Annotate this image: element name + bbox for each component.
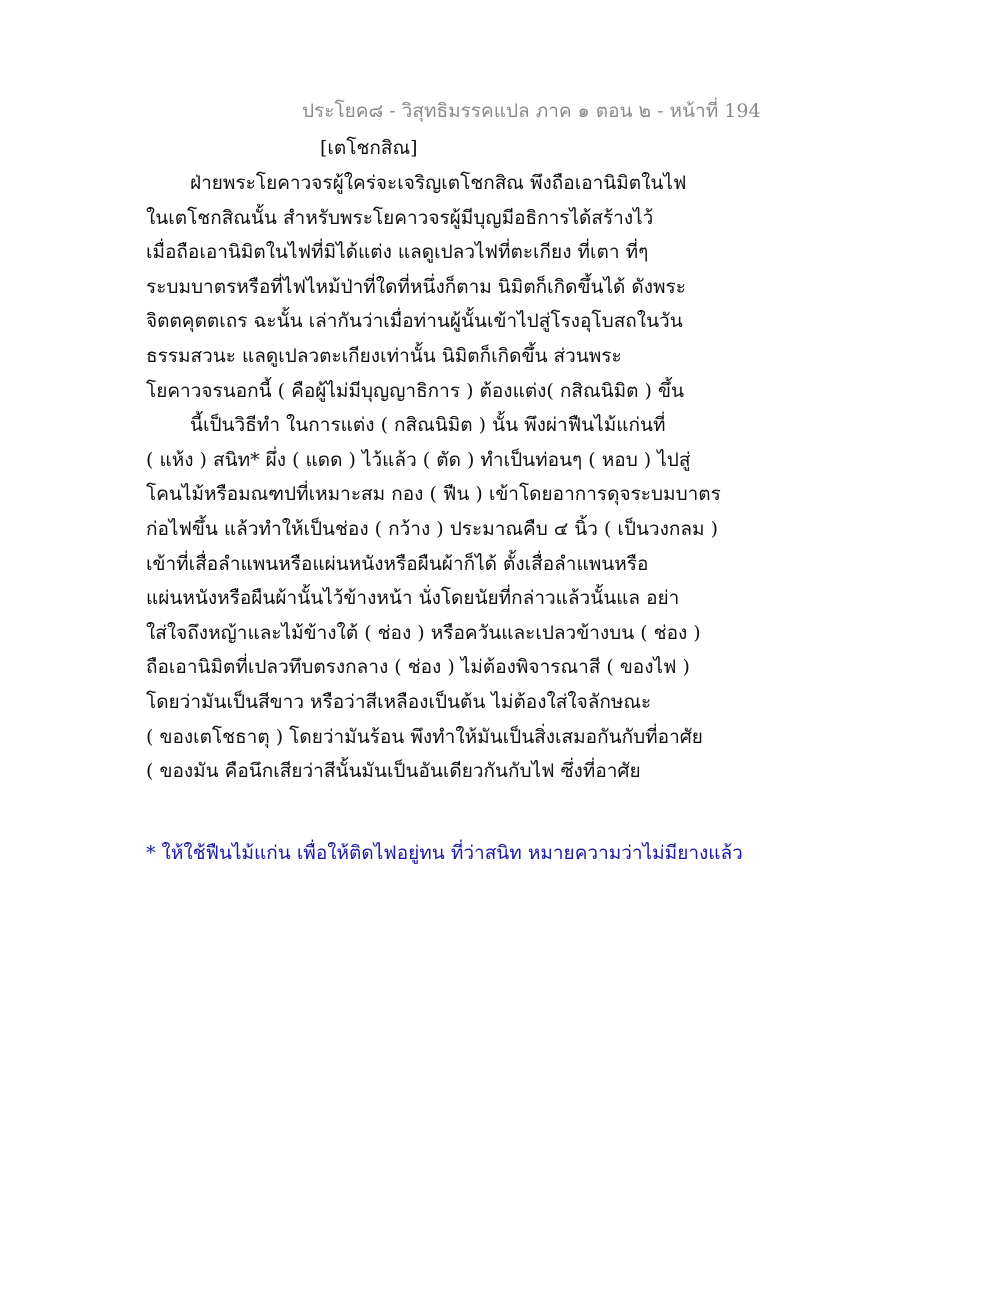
- text-line: ( แห้ง ) สนิท* ผึ่ง ( แดด ) ไว้แล้ว ( ตัด ) ทำเป็นท่อนๆ ( หอบ ) ไปสู่: [146, 448, 691, 471]
- text-line: จิตตคุตตเถร ฉะนั้น เล่ากันว่าเมื่อท่านผู้นั้นเข้าไปสู่โรงอุโบสถในวัน: [146, 310, 683, 333]
- section-title: [เตโชกสิณ]: [320, 137, 418, 159]
- text-line: ( ของมัน คือนึกเสียว่าสีนั้นมันเป็นอันเดียวกันกับไฟ ซึ่งที่อาศัย: [146, 760, 641, 783]
- footnote: * ให้ใช้ฟืนไม้แก่น เพื่อให้ติดไฟอยู่ทน ที่ว่าสนิท หมายความว่าไม่มียางแล้ว: [146, 842, 743, 864]
- page-header-text: ประโยค๘ - วิสุทธิมรรคแปล ภาค ๑ ตอน ๒ - หน้าที่ 194: [302, 100, 761, 122]
- text-line: ( ของเตโชธาตุ ) โดยว่ามันร้อน พึงทำให้มันเป็นสิ่งเสมอกันกับที่อาศัย: [146, 725, 703, 748]
- text-line: ธรรมสวนะ แลดูเปลวตะเกียงเท่านั้น นิมิตก็เกิดขึ้น ส่วนพระ: [146, 344, 622, 367]
- text-line: ถือเอานิมิตที่เปลวทึบตรงกลาง ( ช่อง ) ไม่ต้องพิจารณาสี ( ของไฟ ): [146, 656, 690, 679]
- text-line: โดยว่ามันเป็นสีขาว หรือว่าสีเหลืองเป็นต้น ไม่ต้องใส่ใจลักษณะ: [146, 690, 652, 713]
- text-line: โยคาวจรนอกนี้ ( คือผู้ไม่มีบุญญาธิการ ) ต้องแต่ง( กสิณนิมิต ) ขึ้น: [146, 379, 684, 402]
- text-line: นี้เป็นวิธีทำ ในการแต่ง ( กสิณนิมิต ) นั้น พึงผ่าฟืนไม้แก่นที่: [190, 414, 666, 437]
- text-line: ก่อไฟขึ้น แล้วทำให้เป็นช่อง ( กว้าง ) ประมาณคืบ ๔ นิ้ว ( เป็นวงกลม ): [146, 517, 719, 540]
- text-line: ระบมบาตรหรือที่ไฟไหม้ป่าที่ใดที่หนึ่งก็ตาม นิมิตก็เกิดขึ้นได้ ดังพระ: [146, 275, 686, 298]
- body-text: [146, 166, 721, 789]
- text-line: ใส่ใจถึงหญ้าและไม้ข้างใต้ ( ช่อง ) หรือควันและเปลวข้างบน ( ช่อง ): [146, 621, 701, 644]
- text-line: เข้าที่เสื่อลำแพนหรือแผ่นหนังหรือผืนผ้าก็ได้ ตั้งเสื่อลำแพนหรือ: [146, 552, 649, 575]
- text-line: ในเตโชกสิณนั้น สำหรับพระโยคาวจรผู้มีบุญมีอธิการได้สร้างไว้: [146, 206, 654, 229]
- text-line: โคนไม้หรือมณฑปที่เหมาะสม กอง ( ฟืน ) เข้าโดยอาการดุจระบมบาตร: [146, 483, 721, 506]
- text-line: แผ่นหนังหรือผืนผ้านั้นไว้ข้างหน้า นั่งโดยนัยที่กล่าวแล้วนั้นแล อย่า: [146, 587, 680, 610]
- text-line: เมื่อถือเอานิมิตในไฟที่มิได้แต่ง แลดูเปลวไฟที่ตะเกียง ที่เตา ที่ๆ: [146, 241, 649, 264]
- text-line: ฝ่ายพระโยคาวจรผู้ใคร่จะเจริญเตโชกสิณ พึงถือเอานิมิตในไฟ: [190, 172, 687, 194]
